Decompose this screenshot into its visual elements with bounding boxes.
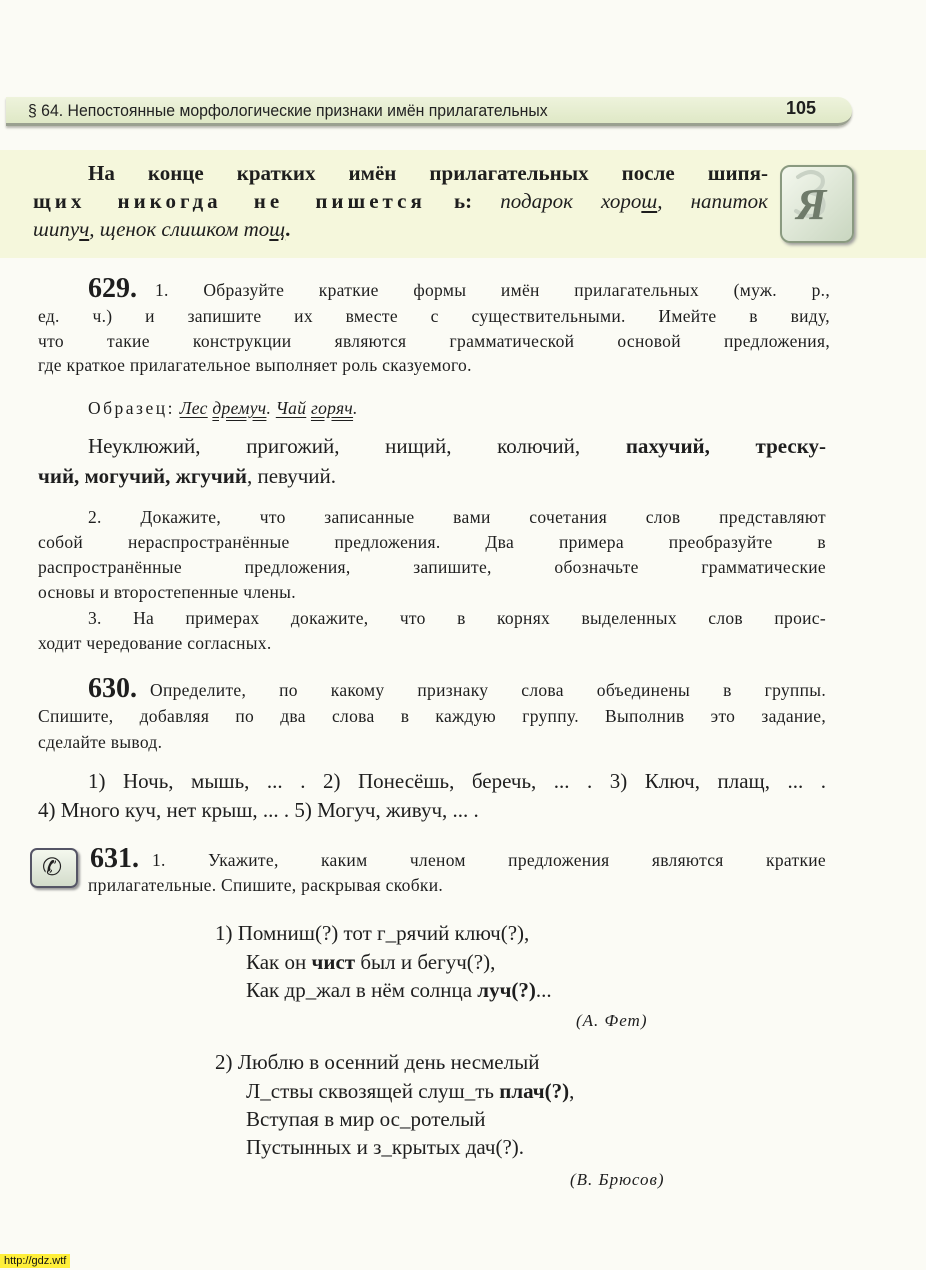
- exercise-number: 629.: [88, 273, 137, 304]
- text-run: Образец:: [88, 398, 175, 418]
- page-number: 105: [786, 98, 817, 118]
- exercise-number: 631.: [90, 843, 139, 874]
- exercise-text-line: [152, 850, 826, 871]
- text-run: щ: [269, 217, 286, 241]
- text-run: Неуклюжий, пригожий, нищий, колючий,: [88, 434, 626, 458]
- rule-icon-letter: Я: [796, 180, 827, 229]
- text-run: подарок хоро: [500, 189, 642, 213]
- exercise-text-line: [38, 532, 826, 553]
- text-run: луч(?): [477, 978, 536, 1002]
- text-run: ед. ч.) и запишите их вместе с существительными. Имейте в виду,: [38, 306, 830, 326]
- text-run: 1. Укажите, каким членом предложения являются краткие: [152, 850, 826, 870]
- section-title: § 64. Непостоянные морфологические признаки имён прилагательных: [28, 101, 548, 120]
- text-run: ...: [535, 978, 552, 1002]
- exercise-text-line: [38, 355, 472, 376]
- text-run: горяч: [310, 398, 354, 418]
- text-run: .: [266, 398, 276, 418]
- exercise-text-line: [38, 331, 830, 352]
- text-run: , напиток: [657, 189, 769, 213]
- poem-line: [215, 1050, 539, 1075]
- text-run: На конце кратких имён прилагательных после шипя-: [88, 161, 768, 185]
- text-run: 1. Образуйте краткие формы имён прилагательных (муж. р.,: [155, 280, 830, 300]
- orthography-rule-icon: [780, 165, 854, 243]
- text-run: прилагательные. Спишите, раскрывая скобки.: [88, 875, 444, 895]
- poem-line: [246, 1135, 524, 1160]
- exercise-text-line: [38, 306, 830, 327]
- poem-author: (А. Фет): [576, 1011, 648, 1030]
- text-run: дремуч: [212, 398, 267, 418]
- text-run: ходит чередование согласных.: [38, 633, 272, 653]
- exercise-text-line: [38, 732, 162, 753]
- text-run: ч: [79, 217, 90, 241]
- exercise-number: 630.: [88, 673, 137, 704]
- text-run: Спишите, добавляя по два слова в каждую группу. Выполнив это задание,: [38, 706, 826, 726]
- exercise-text-line: [88, 608, 826, 629]
- poem-line: [215, 921, 529, 946]
- poem-line: [246, 1107, 486, 1132]
- exercise-text-line: [88, 507, 826, 528]
- watermark-link[interactable]: http://gdz.wtf: [0, 1254, 70, 1268]
- text-run: собой нераспространённые предложения. Два примера преобразуйте в: [38, 532, 826, 552]
- text-run: 3. На примерах докажите, что в корнях выделенных слов проис-: [88, 608, 826, 628]
- rule-line: [88, 161, 768, 186]
- text-run: распространённые предложения, запишите, обозначьте грамматические: [38, 557, 826, 577]
- text-run: Л_ствы сквозящей слуш_ть: [246, 1079, 500, 1103]
- poem-line: [246, 1079, 574, 1104]
- exercise-text-line: [38, 706, 826, 727]
- text-run: Лес: [179, 398, 208, 418]
- text-run: где краткое прилагательное выполняет роль сказуемого.: [38, 355, 472, 375]
- exercise-text-line: [88, 875, 443, 896]
- text-run: что такие конструкции являются грамматической основой предложения,: [38, 331, 830, 351]
- section-header-bar: [6, 97, 852, 126]
- text-run: шипу: [33, 217, 80, 241]
- text-run: , щенок слишком то: [89, 217, 270, 241]
- exercise-text-line: [38, 633, 272, 654]
- text-run: ь:: [425, 189, 501, 213]
- text-run: чист: [311, 950, 356, 974]
- exercise-text-line: [150, 680, 826, 701]
- word-list-line: [88, 434, 826, 459]
- word-list-line: [38, 464, 336, 489]
- sample-line: [88, 398, 358, 419]
- poem-author: (В. Брюсов): [570, 1170, 665, 1189]
- exercise-text-line: [38, 557, 826, 578]
- text-run: 2) Люблю в осенний день несмелый: [215, 1050, 540, 1074]
- text-run: чий, могучий, жгучий: [38, 464, 247, 488]
- poem-line: [246, 950, 495, 975]
- text-run: ш: [641, 189, 658, 213]
- rule-line: [33, 217, 290, 242]
- exercise-text-line: [155, 280, 830, 301]
- text-run: 4) Много куч, нет крыш, ... . 5) Могуч, живуч, ... .: [38, 798, 479, 822]
- text-run: Как он: [246, 950, 312, 974]
- poem-line: [246, 978, 552, 1003]
- text-run: был и бегуч(?),: [355, 950, 496, 974]
- group-line: [38, 798, 479, 823]
- group-line: [88, 769, 826, 794]
- text-run: 2. Докажите, что записанные вами сочетания слов представляют: [88, 507, 826, 527]
- text-run: сделайте вывод.: [38, 732, 163, 752]
- text-run: ,: [569, 1079, 575, 1103]
- text-run: Вступая в мир ос_ротелый: [246, 1107, 486, 1131]
- text-run: плач(?): [499, 1079, 570, 1103]
- exercise-text-line: [38, 582, 296, 603]
- text-run: Определите, по какому признаку слова объединены в группы.: [150, 680, 826, 700]
- text-run: пахучий, треску-: [625, 434, 826, 458]
- text-run: основы и второстепенные члены.: [38, 582, 296, 602]
- text-run: Чай: [275, 398, 307, 418]
- text-run: , певучий.: [246, 464, 337, 488]
- text-run: .: [285, 217, 291, 241]
- phone-audio-icon: ✆: [30, 848, 78, 888]
- text-run: Пустынных и з_крытых дач(?).: [246, 1135, 525, 1159]
- rule-line: [33, 189, 768, 214]
- text-run: 1) Ночь, мышь, ... . 2) Понесёшь, беречь, ... . 3) Ключ, плащ, ... .: [88, 769, 826, 793]
- text-run: 1) Помниш(?) тот г_рячий ключ(?),: [215, 921, 530, 945]
- text-run: Как др_жал в нём солнца: [246, 978, 478, 1002]
- text-run: .: [353, 398, 358, 418]
- text-run: щих никогда не пишется: [33, 189, 426, 213]
